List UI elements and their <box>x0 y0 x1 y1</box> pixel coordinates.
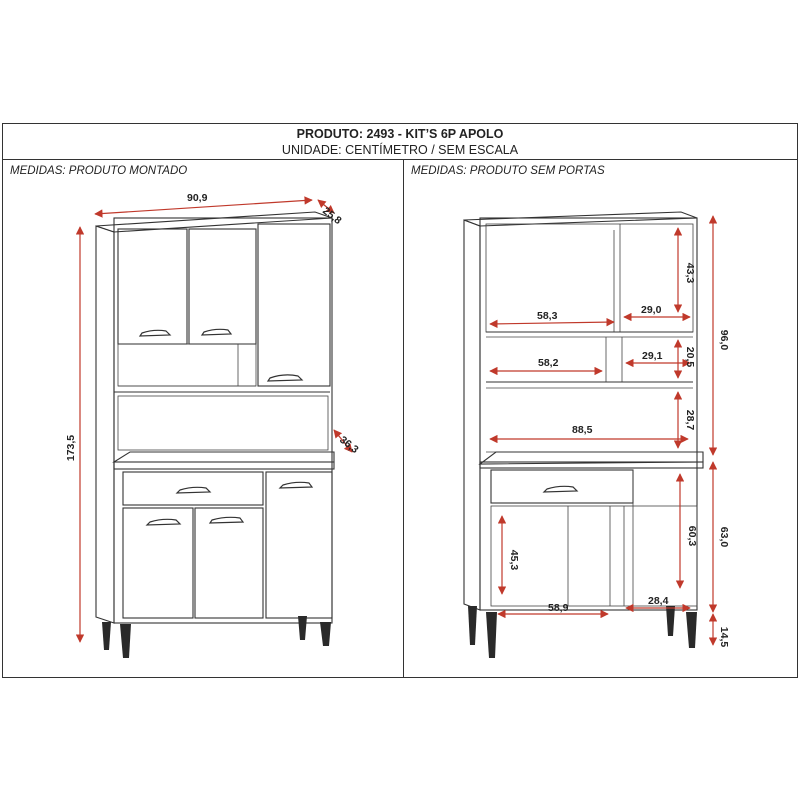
dim-label-lower-right-height: 60,3 <box>686 525 698 547</box>
dim-label-niche-height: 28,7 <box>684 409 696 431</box>
handle-icon <box>140 330 170 336</box>
dim-label-upper-right-height: 43,3 <box>684 262 696 284</box>
counter-edge <box>114 462 334 469</box>
upper-door-2 <box>189 229 256 344</box>
lower-door-2 <box>195 508 263 618</box>
dim-label-lower-left-height: 45,3 <box>508 549 520 571</box>
product-title: PRODUTO: 2493 - KIT’S 6P APOLO <box>296 127 504 141</box>
handle-icon <box>280 482 312 488</box>
leg <box>320 622 331 646</box>
leg <box>120 624 131 658</box>
lower-compartment <box>491 506 697 606</box>
dim-label-base-left: 58,9 <box>548 602 569 614</box>
open-niche-middle <box>118 396 328 450</box>
panel-label-assembled: MEDIDAS: PRODUTO MONTADO <box>10 165 188 177</box>
handle-icon <box>544 486 577 492</box>
dim-label-upper-shelf-left: 58,3 <box>537 310 558 322</box>
side-panel <box>96 226 114 623</box>
dim-label-base-right: 28,4 <box>648 595 669 607</box>
counter-top <box>114 452 334 462</box>
upper-door-3 <box>258 224 330 386</box>
leg <box>686 612 697 648</box>
upper-door-1 <box>118 229 187 344</box>
leg <box>102 622 111 650</box>
unit-subtitle: UNIDADE: CENTÍMETRO / SEM ESCALA <box>281 143 519 157</box>
dim-label-depth-top: 25,8 <box>320 204 344 227</box>
upper-compartment <box>486 224 693 332</box>
dim-label-middle-shelf-right: 29,1 <box>642 350 663 362</box>
handle-icon <box>147 519 180 525</box>
dim-label-feet-height: 14,5 <box>718 626 730 648</box>
dim-label-height: 173,5 <box>65 434 77 462</box>
leg <box>468 606 477 645</box>
dim-label-upper-total-height: 96,0 <box>718 329 730 351</box>
handle-icon <box>177 487 210 493</box>
assembled-cabinet-drawing <box>65 192 361 658</box>
panel-label-no-doors: MEDIDAS: PRODUTO SEM PORTAS <box>411 165 605 177</box>
cabinet-front <box>114 218 332 623</box>
dim-label-middle-shelf-left: 58,2 <box>538 357 559 369</box>
dim-line-upper-shelf-left <box>490 322 614 324</box>
dim-label-depth-bottom: 36,3 <box>337 433 361 456</box>
leg <box>666 606 675 636</box>
dim-label-lower-total-height: 63,0 <box>718 526 730 548</box>
dim-label-upper-shelf-right: 29,0 <box>641 304 662 316</box>
side-panel <box>464 220 480 610</box>
open-niche-upper <box>118 344 256 386</box>
dim-label-middle-right-height: 20,5 <box>684 346 696 368</box>
leg <box>298 616 307 640</box>
dim-label-niche-width: 88,5 <box>572 424 593 436</box>
handle-icon <box>202 329 231 335</box>
handle-icon <box>268 375 302 381</box>
handle-icon <box>210 517 243 523</box>
no-doors-cabinet-drawing <box>464 212 730 658</box>
leg <box>486 612 497 658</box>
dim-label-width: 90,9 <box>187 192 208 204</box>
lower-door-3 <box>266 472 332 618</box>
